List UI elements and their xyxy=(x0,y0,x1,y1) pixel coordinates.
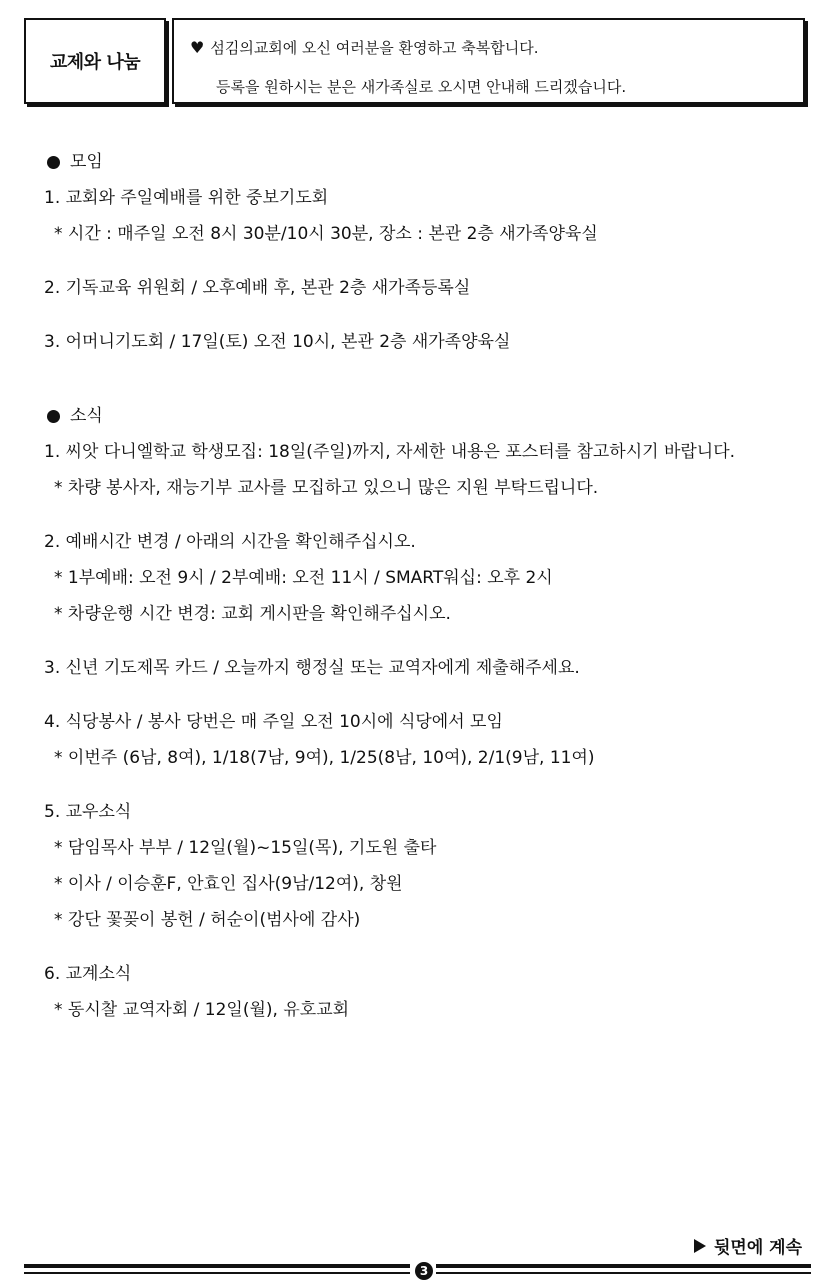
list-item-title: 1. 교회와 주일예배를 위한 중보기도회 xyxy=(44,188,329,208)
section-title-box xyxy=(24,18,166,104)
page-title: 교제와 나눔 xyxy=(49,52,141,73)
list-item-detail: * 이번주 (6남, 8여), 1/18(7남, 9여), 1/25(8남, 10여), 2/1(9남, 11여) xyxy=(54,748,595,768)
list-item-detail: * 강단 꽃꽂이 봉헌 / 허순이(범사에 감사) xyxy=(54,910,361,930)
section-heading-news: 소식 xyxy=(44,404,824,440)
list-item-title: 2. 예배시간 변경 / 아래의 시간을 확인해주십시오. xyxy=(44,532,416,552)
list-item-title: 3. 어머니기도회 / 17일(토) 오전 10시, 본관 2층 새가족양육실 xyxy=(44,332,511,352)
section-heading-meeting: 모임 xyxy=(44,150,824,186)
list-item-detail: * 차량운행 시간 변경: 교회 게시판을 확인해주십시오. xyxy=(54,604,451,624)
continue-on-back-label: 뒷면에 계속 xyxy=(694,1233,802,1258)
list-item-detail: * 담임목사 부부 / 12일(월)~15일(목), 기도원 출타 xyxy=(54,838,437,858)
list-item-detail: * 동시찰 교역자회 / 12일(월), 유호교회 xyxy=(54,1000,350,1020)
welcome-text-line1: 섬김의교회에 오신 여러분을 환영하고 축복합니다. xyxy=(210,39,539,57)
play-triangle-icon xyxy=(694,1239,706,1253)
bullet-icon xyxy=(47,156,60,169)
page-number-badge: 3 xyxy=(415,1262,433,1280)
list-item-detail: * 이사 / 이승훈F, 안효인 집사(9남/12여), 창원 xyxy=(54,874,403,894)
list-item-title: 5. 교우소식 xyxy=(44,802,132,822)
list-item-detail: * 시간 : 매주일 오전 8시 30분/10시 30분, 장소 : 본관 2층 새가족양육실 xyxy=(54,224,598,244)
main-content xyxy=(44,150,824,1034)
list-item-title: 2. 기독교육 위원회 / 오후예배 후, 본관 2층 새가족등록실 xyxy=(44,278,471,298)
list-item-title: 6. 교계소식 xyxy=(44,964,132,984)
list-item-title: 4. 식당봉사 / 봉사 당번은 매 주일 오전 10시에 식당에서 모임 xyxy=(44,712,503,732)
heart-icon: ♥ xyxy=(190,37,205,57)
list-item-title: 3. 신년 기도제목 카드 / 오늘까지 행정실 또는 교역자에게 제출해주세요. xyxy=(44,658,580,678)
list-item-title: 1. 씨앗 다니엘학교 학생모집: 18일(주일)까지, 자세한 내용은 포스터를 참고하시기 바랍니다. xyxy=(44,442,736,462)
list-item-detail: * 1부예배: 오전 9시 / 2부예배: 오전 11시 / SMART워십: 오후 2시 xyxy=(54,568,553,588)
welcome-box xyxy=(172,18,805,104)
bullet-icon xyxy=(47,410,60,423)
welcome-text-line2: 등록을 원하시는 분은 새가족실로 오시면 안내해 드리겠습니다. xyxy=(216,78,627,96)
list-item-detail: * 차량 봉사자, 재능기부 교사를 모집하고 있으니 많은 지원 부탁드립니다. xyxy=(54,478,599,498)
